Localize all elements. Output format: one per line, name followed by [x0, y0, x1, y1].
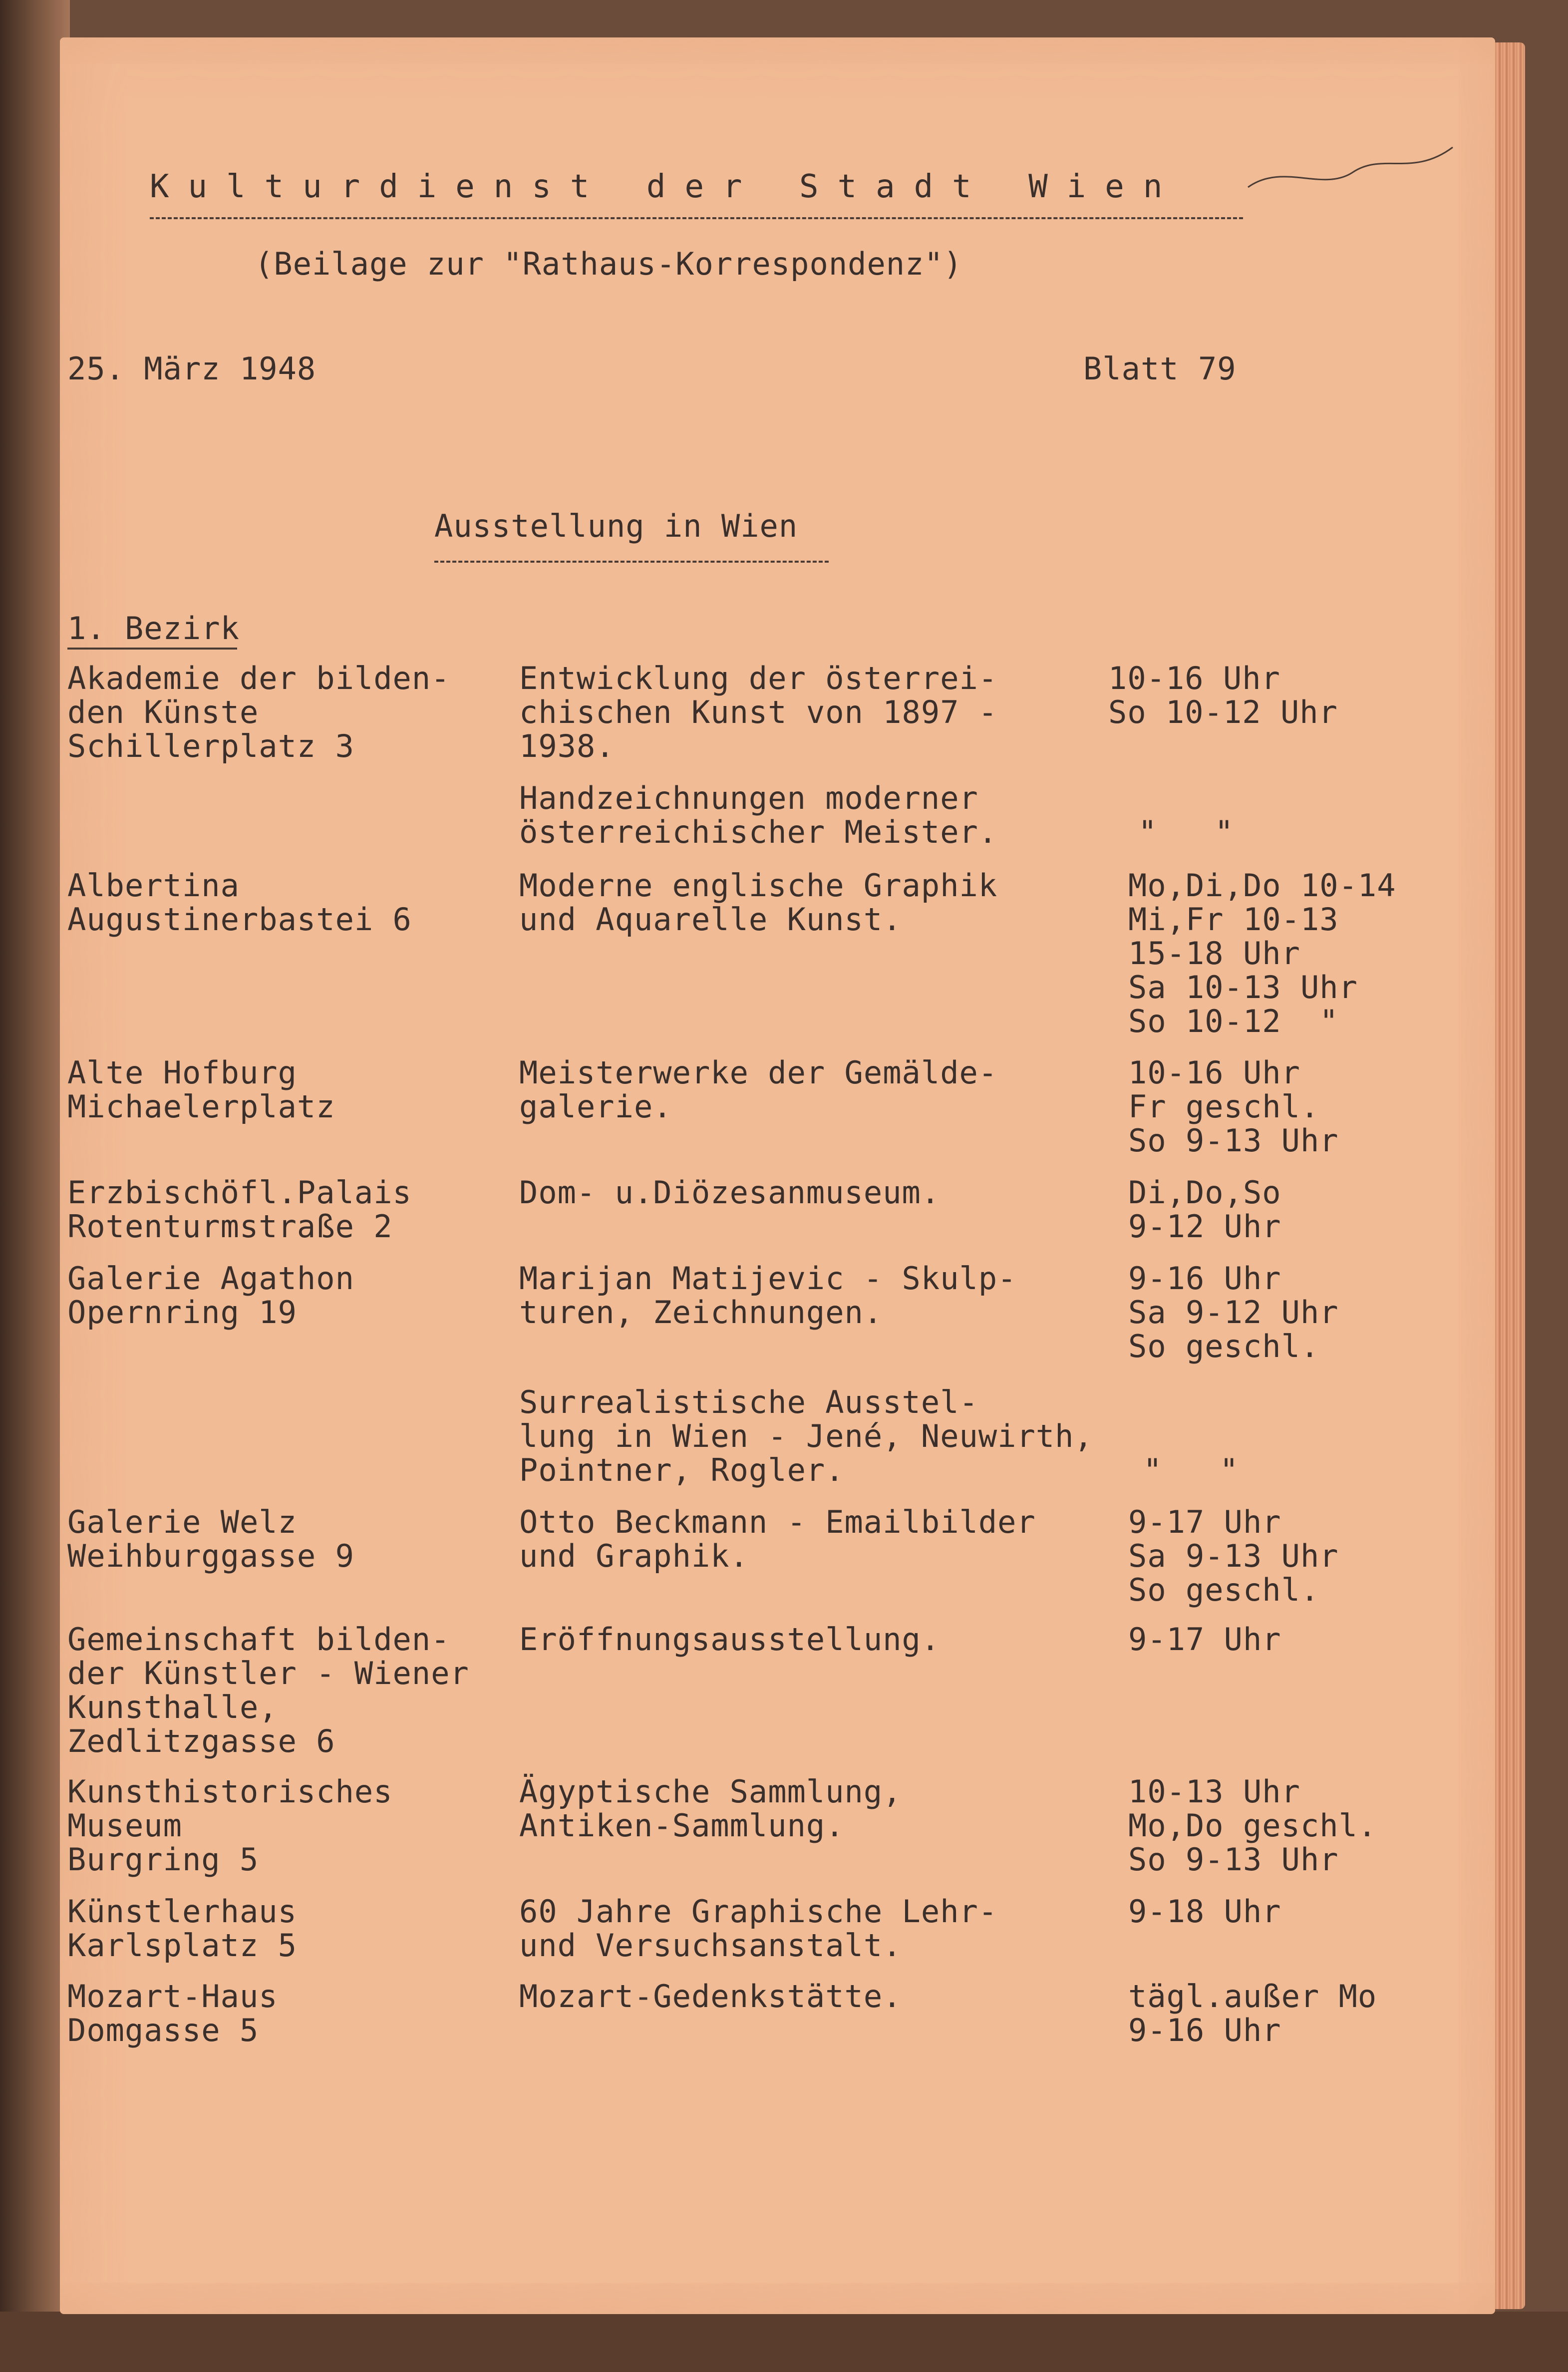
exhibition-line: Pointner, Rogler.	[519, 1452, 845, 1488]
venue-line: Domgasse 5	[67, 2012, 259, 2048]
sheet-number: Blatt 79	[1083, 350, 1237, 387]
venue-line: Karlsplatz 5	[67, 1927, 297, 1964]
hours-line: Mo,Di,Do 10-14	[1128, 867, 1396, 904]
venue-line: Galerie Welz	[67, 1504, 297, 1540]
hours-line: So geschl.	[1128, 1572, 1320, 1608]
venue-line: Erzbischöfl.Palais	[67, 1174, 412, 1211]
hours-line: 9-17 Uhr	[1128, 1504, 1281, 1540]
exhibition-line: Handzeichnungen moderner	[519, 780, 978, 816]
header-subtitle: (Beilage zur "Rathaus-Korrespondenz")	[255, 246, 963, 282]
document-date: 25. März 1948	[67, 350, 316, 387]
exhibition-line: und Graphik.	[519, 1538, 749, 1574]
section-title-underline	[434, 561, 829, 563]
venue-line: Akademie der bilden-	[67, 660, 450, 696]
hours-line: 15-18 Uhr	[1128, 935, 1300, 972]
venue-line: Michaelerplatz	[67, 1088, 335, 1125]
exhibition-line: 1938.	[519, 728, 615, 764]
venue-line: den Künste	[67, 694, 259, 730]
exhibition-line: Marijan Matijevic - Skulp-	[519, 1260, 1017, 1297]
pencil-scribble	[1243, 132, 1473, 207]
hours-line: So 9-13 Uhr	[1128, 1841, 1339, 1878]
district-heading: 1. Bezirk	[67, 610, 240, 647]
venue-line: Galerie Agathon	[67, 1260, 354, 1297]
hours-line: Sa 9-12 Uhr	[1128, 1294, 1339, 1331]
exhibition-line: Meisterwerke der Gemälde-	[519, 1054, 998, 1091]
venue-line: der Künstler - Wiener	[67, 1655, 469, 1692]
venue-line: Schillerplatz 3	[67, 728, 354, 764]
hours-line: 10-16 Uhr	[1128, 1054, 1300, 1091]
hours-line: 9-16 Uhr	[1128, 1260, 1281, 1297]
venue-line: Gemeinschaft bilden-	[67, 1621, 450, 1658]
exhibition-line: chischen Kunst von 1897 -	[519, 694, 998, 730]
exhibition-line: Entwicklung der österrei-	[519, 660, 998, 696]
venue-line: Mozart-Haus	[67, 1978, 278, 2015]
bottom-background	[0, 2312, 1568, 2372]
venue-line: Alte Hofburg	[67, 1054, 297, 1091]
hours-line: tägl.außer Mo	[1128, 1978, 1377, 2015]
venue-line: Albertina	[67, 867, 240, 904]
district-underline	[67, 648, 237, 650]
exhibition-line: 60 Jahre Graphische Lehr-	[519, 1893, 998, 1930]
hours-line: 9-12 Uhr	[1128, 1208, 1281, 1245]
hours-line: So 10-12 Uhr	[1108, 694, 1338, 730]
exhibition-line: österreichischer Meister.	[519, 814, 998, 850]
ditto-marks: " "	[1138, 814, 1234, 850]
hours-line: 9-17 Uhr	[1128, 1621, 1281, 1658]
exhibition-line: Antiken-Sammlung.	[519, 1807, 845, 1844]
hours-line: 9-16 Uhr	[1128, 2012, 1281, 2048]
page-edge-stack	[1495, 42, 1525, 2309]
hours-line: So 9-13 Uhr	[1128, 1122, 1339, 1159]
exhibition-line: Ägyptische Sammlung,	[519, 1773, 902, 1810]
venue-line: Zedlitzgasse 6	[67, 1723, 335, 1759]
hours-line: 10-13 Uhr	[1128, 1773, 1300, 1810]
venue-line: Künstlerhaus	[67, 1893, 297, 1930]
exhibition-line: turen, Zeichnungen.	[519, 1294, 883, 1331]
exhibition-line: Surrealistische Ausstel-	[519, 1384, 978, 1420]
venue-line: Rotenturmstraße 2	[67, 1208, 393, 1245]
exhibition-line: Eröffnungsausstellung.	[519, 1621, 941, 1658]
ditto-marks: " "	[1143, 1452, 1239, 1488]
hours-line: Sa 9-13 Uhr	[1128, 1538, 1339, 1574]
hours-line: Sa 10-13 Uhr	[1128, 969, 1358, 1006]
exhibition-line: Mozart-Gedenkstätte.	[519, 1978, 902, 2015]
venue-line: Kunsthalle,	[67, 1689, 278, 1725]
venue-line: Opernring 19	[67, 1294, 297, 1331]
venue-line: Weihburggasse 9	[67, 1538, 354, 1574]
venue-line: Burgring 5	[67, 1841, 259, 1878]
document-page	[60, 37, 1495, 2314]
hours-line: Fr geschl.	[1128, 1088, 1320, 1125]
venue-line: Kunsthistorisches	[67, 1773, 393, 1810]
hours-line: Mi,Fr 10-13	[1128, 901, 1339, 938]
hours-line: Di,Do,So	[1128, 1174, 1281, 1211]
hours-line: 9-18 Uhr	[1128, 1893, 1281, 1930]
title-underline	[150, 217, 1243, 219]
exhibition-line: Dom- u.Diözesanmuseum.	[519, 1174, 941, 1211]
hours-line: 10-16 Uhr	[1108, 660, 1280, 696]
hours-line: So 10-12 "	[1128, 1003, 1339, 1039]
exhibition-line: und Versuchsanstalt.	[519, 1927, 902, 1964]
venue-line: Museum	[67, 1807, 182, 1844]
header-title: Kulturdienst der Stadt Wien	[150, 168, 1182, 205]
exhibition-line: Otto Beckmann - Emailbilder	[519, 1504, 1036, 1540]
hours-line: Mo,Do geschl.	[1128, 1807, 1377, 1844]
exhibition-line: Moderne englische Graphik	[519, 867, 998, 904]
venue-line: Augustinerbastei 6	[67, 901, 412, 938]
hours-line: So geschl.	[1128, 1328, 1320, 1364]
section-title: Ausstellung in Wien	[434, 508, 798, 544]
exhibition-line: galerie.	[519, 1088, 672, 1125]
left-background	[0, 0, 70, 2372]
exhibition-line: und Aquarelle Kunst.	[519, 901, 902, 938]
exhibition-line: lung in Wien - Jené, Neuwirth,	[519, 1418, 1093, 1454]
